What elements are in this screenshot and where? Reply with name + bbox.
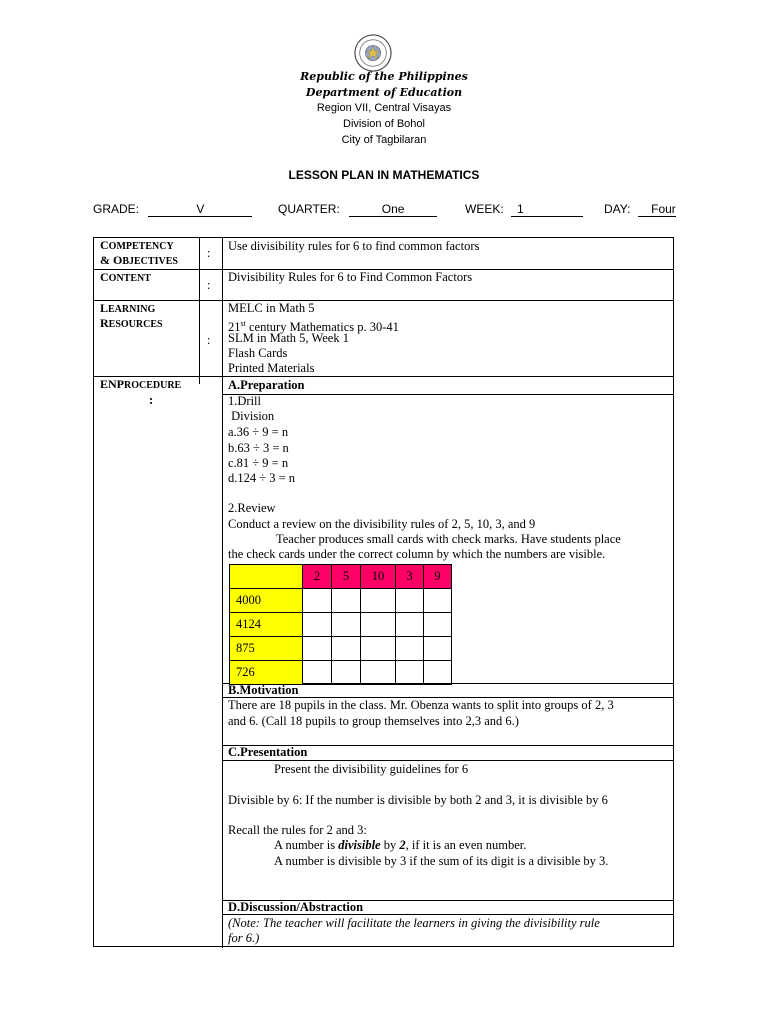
city-text: City of Tagbilaran — [341, 134, 427, 146]
table-header-cell: 9 — [424, 565, 452, 589]
check-cell[interactable] — [332, 661, 361, 685]
week-field — [465, 202, 583, 217]
drill-subtitle: Division — [228, 409, 275, 423]
column-divider-1 — [199, 238, 200, 384]
check-cell[interactable] — [332, 589, 361, 613]
check-cell[interactable] — [332, 613, 361, 637]
competency-label-2: & OBJECTIVES — [100, 253, 178, 267]
presentation-line: Recall the rules for 2 and 3: — [228, 823, 367, 837]
preparation-heading: A.Preparation — [228, 378, 305, 392]
check-cell[interactable] — [424, 661, 452, 685]
presentation-line: Divisible by 6: If the number is divisible by both 2 and 3, it is divisible by 6 — [228, 793, 608, 807]
day-value: Four — [638, 202, 676, 217]
grade-label: GRADE: — [93, 202, 140, 216]
competency-colon: : — [207, 246, 211, 260]
check-cell[interactable] — [361, 613, 396, 637]
motivation-line: and 6. (Call 18 pupils to group themselves into 2,3 and 6.) — [228, 714, 519, 728]
check-cell[interactable] — [424, 589, 452, 613]
day-field — [604, 202, 676, 217]
table-header-row — [230, 565, 452, 589]
discussion-note: for 6.) — [228, 931, 260, 945]
column-divider-main — [222, 384, 223, 948]
discussion-note: (Note: The teacher will facilitate the learners in giving the divisibility rule — [228, 916, 600, 930]
review-line: Conduct a review on the divisibility rules of 2, 5, 10, 3, and 9 — [228, 517, 536, 531]
presentation-heading: C.Presentation — [228, 745, 308, 759]
check-cell[interactable] — [361, 637, 396, 661]
resource-item: Flash Cards — [228, 346, 288, 360]
week-label: WEEK: — [465, 202, 504, 216]
competency-label-1: COMPETENCY — [100, 238, 174, 252]
drill-item: c.81 ÷ 9 = n — [228, 456, 289, 470]
table-header-cell: 2 — [303, 565, 332, 589]
deped-seal-icon — [354, 34, 392, 72]
check-cell[interactable] — [396, 661, 424, 685]
week-value: 1 — [511, 202, 583, 217]
discussion-heading: D.Discussion/Abstraction — [228, 900, 364, 914]
quarter-field — [278, 202, 437, 217]
motivation-line: There are 18 pupils in the class. Mr. Obenza wants to split into groups of 2, 3 — [228, 698, 614, 712]
check-cell[interactable] — [424, 637, 452, 661]
table-corner-cell — [230, 565, 303, 589]
quarter-label: QUARTER: — [278, 202, 340, 216]
check-cell[interactable] — [396, 613, 424, 637]
check-cell[interactable] — [303, 613, 332, 637]
row-divider-content — [94, 300, 673, 301]
table-header-cell: 3 — [396, 565, 424, 589]
lesson-table — [93, 237, 674, 947]
check-cell[interactable] — [303, 589, 332, 613]
check-cell[interactable] — [361, 661, 396, 685]
drill-title: 1.Drill — [228, 394, 261, 408]
table-row — [230, 637, 452, 661]
table-row-label: 4124 — [230, 613, 303, 637]
table-header-cell: 10 — [361, 565, 396, 589]
rule2-mid: by — [380, 838, 400, 852]
table-row-label: 875 — [230, 637, 303, 661]
resource-item: SLM in Math 5, Week 1 — [228, 331, 349, 345]
table-row — [230, 661, 452, 685]
table-row-label: 4000 — [230, 589, 303, 613]
review-title: 2.Review — [228, 501, 276, 515]
check-cell[interactable] — [361, 589, 396, 613]
check-cell[interactable] — [424, 613, 452, 637]
column-divider-2 — [222, 238, 223, 384]
republic-text: Republic of the Philippines — [300, 70, 468, 83]
rule2-pre: A number is — [274, 838, 339, 852]
rule2-post: , if it is an even number. — [405, 838, 527, 852]
procedure-colon: : — [149, 393, 154, 407]
region-text: Region VII, Central Visayas — [316, 102, 452, 114]
check-cell[interactable] — [396, 637, 424, 661]
drill-item: d.124 ÷ 3 = n — [228, 471, 296, 485]
check-cell[interactable] — [396, 589, 424, 613]
rule-2-line — [274, 838, 526, 854]
check-cell[interactable] — [332, 637, 361, 661]
grade-field — [93, 202, 252, 217]
day-label: DAY: — [604, 202, 631, 216]
table-row — [230, 589, 452, 613]
resource-item: 21st century Mathematics p. 30-41 — [228, 319, 399, 335]
resources-colon: : — [207, 333, 211, 347]
content-label: CONTENT — [100, 270, 151, 284]
drill-item: a.36 ÷ 9 = n — [228, 425, 289, 439]
grade-value: V — [148, 202, 252, 217]
competency-value: Use divisibility rules for 6 to find common factors — [228, 239, 480, 253]
rule2-num: 2 — [399, 838, 406, 852]
review-line: the check cards under the correct column by which the numbers are visible. — [228, 547, 606, 561]
row-divider-preparation — [222, 394, 673, 395]
resource-item: Printed Materials — [228, 361, 315, 375]
check-cell[interactable] — [303, 661, 332, 685]
rule-3-line: A number is divisible by 3 if the sum of its digit is a divisible by 3. — [274, 854, 609, 868]
page-title: LESSON PLAN IN MATHEMATICS — [288, 168, 480, 182]
rule2-bold: divisible — [338, 838, 381, 852]
table-header-cell: 5 — [332, 565, 361, 589]
drill-item: b.63 ÷ 3 = n — [228, 441, 289, 455]
table-row-label: 726 — [230, 661, 303, 685]
motivation-heading: B.Motivation — [228, 683, 299, 697]
procedure-label: ENPROCEDURE — [100, 377, 182, 391]
table-row — [230, 613, 452, 637]
department-text: Department of Education — [305, 86, 463, 99]
review-line: Teacher produces small cards with check marks. Have students place — [276, 532, 621, 546]
presentation-line: Present the divisibility guidelines for 6 — [274, 762, 469, 776]
divisibility-check-table — [229, 564, 452, 685]
resources-label-1: LEARNING — [100, 301, 156, 315]
resource-item: MELC in Math 5 — [228, 301, 315, 315]
content-value: Divisibility Rules for 6 to Find Common Factors — [228, 270, 473, 284]
resources-label-2: RESOURCES — [100, 316, 163, 330]
quarter-value: One — [349, 202, 437, 217]
division-text: Division of Bohol — [343, 118, 425, 130]
content-colon: : — [207, 278, 211, 292]
check-cell[interactable] — [303, 637, 332, 661]
